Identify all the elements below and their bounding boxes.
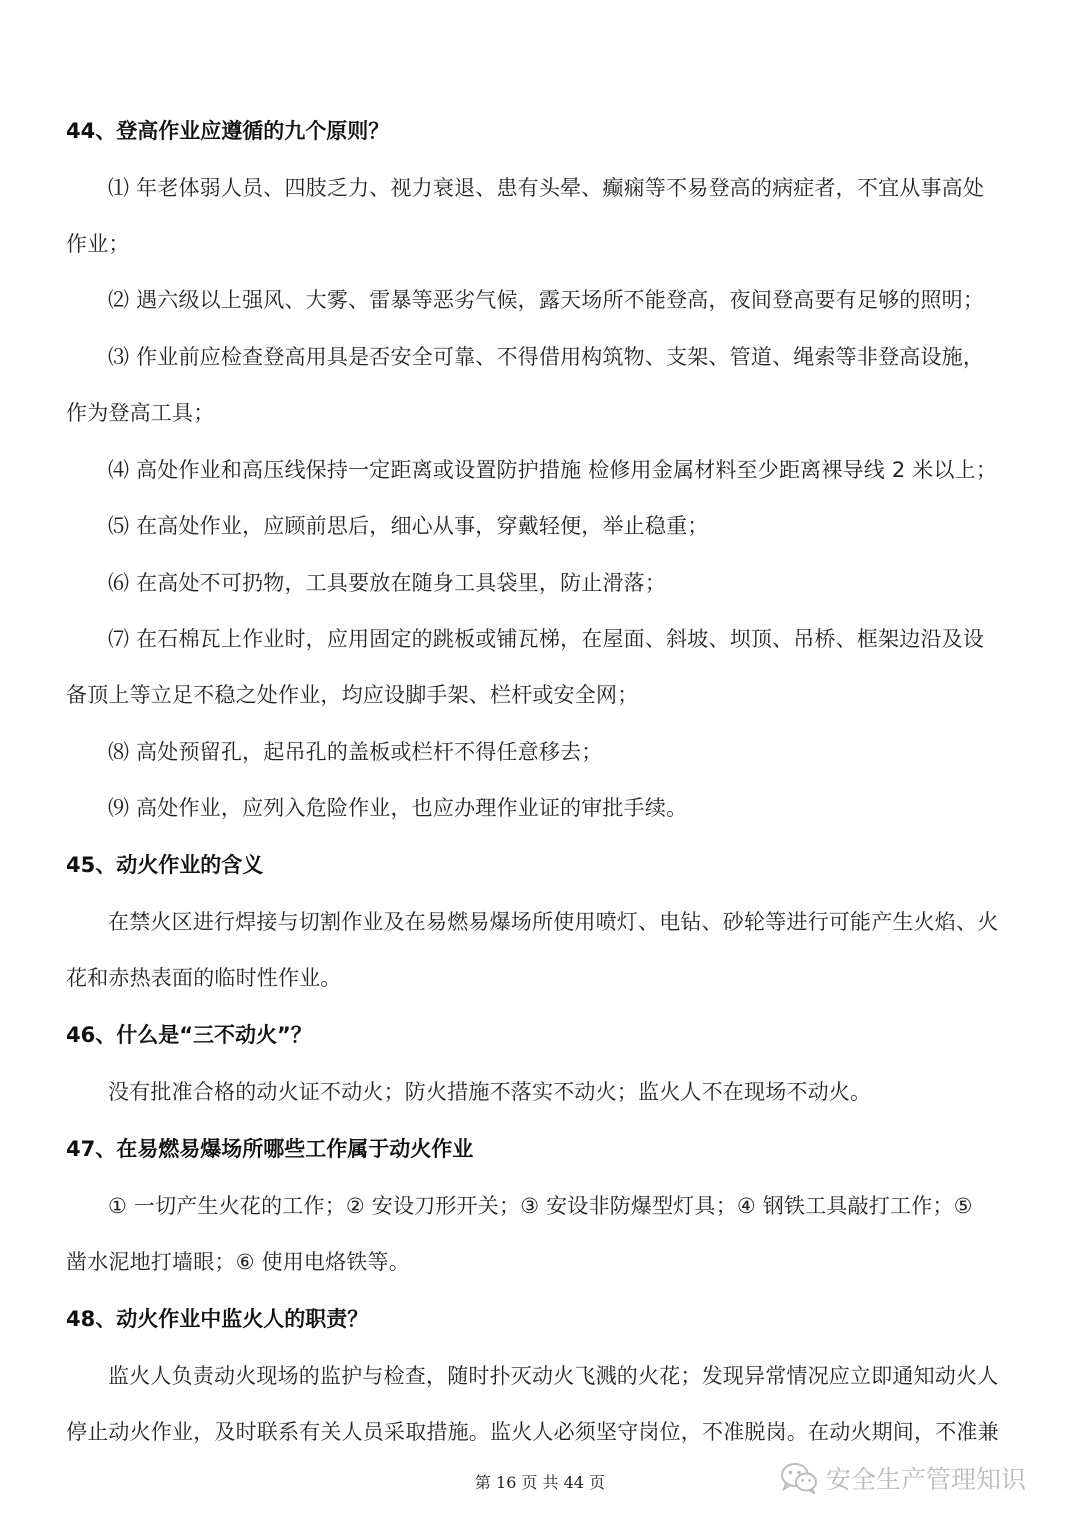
- paragraph-line: 停止动火作业，及时联系有关人员采取措施。监火人必须坚守岗位，不准脱岗。在动火期间，不准兼: [66, 1420, 999, 1444]
- list-item: ⑶ 作业前应检查登高用具是否安全可靠、不得借用构筑物、支架、管道、绳索等非登高设施，: [108, 345, 985, 369]
- section-heading: 45、动火作业的含义: [66, 853, 264, 877]
- paragraph-line: 凿水泥地打墙眼；⑥ 使用电烙铁等。: [66, 1250, 410, 1274]
- section-heading: 46、什么是“三不动火”？: [66, 1023, 312, 1047]
- list-item-continuation: 作业；: [66, 232, 130, 256]
- page-number: 第 16 页 共 44 页: [474, 1473, 606, 1492]
- section-heading: 44、登高作业应遵循的九个原则？: [66, 119, 390, 143]
- list-item: ⑻ 高处预留孔，起吊孔的盖板或栏杆不得任意移去；: [108, 740, 603, 764]
- list-item: ⑸ 在高处作业，应顾前思后，细心从事，穿戴轻便，举止稳重；: [108, 514, 709, 538]
- paragraph-line: 在禁火区进行焊接与切割作业及在易燃易爆场所使用喷灯、电钻、砂轮等进行可能产生火焰、火: [108, 910, 999, 934]
- list-item-continuation: 备顶上等立足不稳之处作业，均应设脚手架、栏杆或安全网；: [66, 683, 639, 707]
- list-item: ⑷ 高处作业和高压线保持一定距离或设置防护措施 检修用金属材料至少距离裸导线 2 米以上；: [108, 458, 998, 482]
- list-item: ⑼ 高处作业，应列入危险作业，也应办理作业证的审批手续。: [108, 796, 688, 820]
- paragraph-line: ① 一切产生火花的工作；② 安设刀形开关；③ 安设非防爆型灯具；④ 钢铁工具敲打工作；⑤: [108, 1194, 973, 1218]
- watermark-text: 安全生产管理知识: [826, 1465, 1027, 1494]
- list-item: ⑴ 年老体弱人员、四肢乏力、视力衰退、患有头晕、癫痫等不易登高的病症者，不宜从事高处: [108, 176, 985, 200]
- list-item: ⑵ 遇六级以上强风、大雾、雷暴等恶劣气候，露天场所不能登高，夜间登高要有足够的照明；: [108, 288, 985, 312]
- section-heading: 47、在易燃易爆场所哪些工作属于动火作业: [66, 1137, 474, 1161]
- list-item: ⑺ 在石棉瓦上作业时，应用固定的跳板或铺瓦梯，在屋面、斜坡、坝顶、吊桥、框架边沿及设: [108, 627, 985, 651]
- paragraph-line: 监火人负责动火现场的监护与检查，随时扑灭动火飞溅的火花；发现异常情况应立即通知动火人: [108, 1364, 999, 1388]
- list-item: ⑹ 在高处不可扔物，工具要放在随身工具袋里，防止滑落；: [108, 571, 667, 595]
- paragraph-line: 花和赤热表面的临时性作业。: [66, 966, 342, 990]
- list-item-continuation: 作为登高工具；: [66, 401, 215, 425]
- section-heading: 48、动火作业中监火人的职责？: [66, 1307, 369, 1331]
- paragraph-line: 没有批准合格的动火证不动火；防火措施不落实不动火；监火人不在现场不动火。: [108, 1080, 872, 1104]
- wechat-icon: [780, 1462, 818, 1494]
- watermark: [780, 1460, 1026, 1496]
